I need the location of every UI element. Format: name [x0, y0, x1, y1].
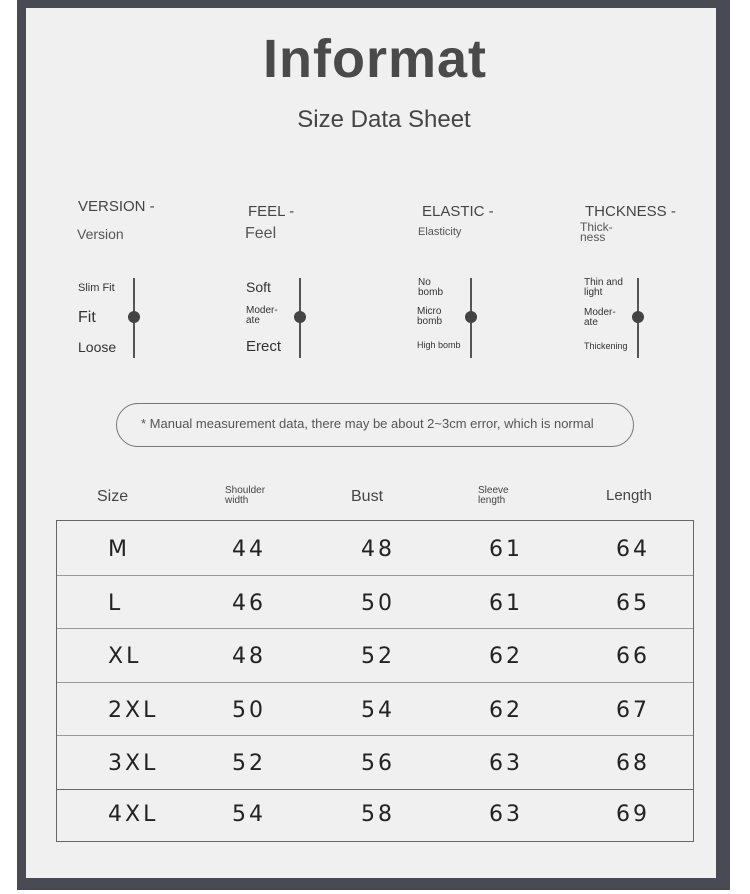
cell-sleeve: 62: [489, 697, 523, 723]
attr-version-scale-top: Slim Fit: [78, 282, 115, 294]
cell-shoulder: 50: [232, 697, 266, 723]
cell-bust: 48: [361, 537, 395, 562]
table-row: [57, 735, 693, 790]
attr-feel-scale-bottom: Erect: [246, 338, 282, 355]
attr-feel-scale-mid: Moder- ate: [246, 305, 278, 326]
attr-elastic-sub: Elasticity: [418, 226, 462, 238]
cell-size: L: [108, 590, 124, 616]
page-subtitle: Size Data Sheet: [297, 106, 471, 133]
cell-bust: 54: [361, 697, 395, 723]
col-header-size: Size: [97, 488, 129, 505]
attr-elastic-scale-top: No bomb: [418, 277, 444, 298]
col-header-sleeve: Sleeve length: [478, 485, 509, 506]
cell-size: M: [108, 537, 130, 562]
table-row: [57, 789, 693, 844]
measurement-note: [116, 403, 634, 447]
table-row: [57, 682, 693, 737]
attr-elastic-scale-bottom: High bomb: [417, 340, 461, 350]
cell-bust: 50: [361, 590, 395, 616]
attr-elastic-heading: ELASTIC -: [422, 203, 494, 220]
attr-feel-scale-top: Soft: [246, 279, 271, 295]
cell-length: 68: [616, 751, 650, 776]
attr-version-scale-bottom: Loose: [78, 339, 117, 355]
cell-sleeve: 63: [489, 751, 523, 776]
attr-version-scale-mid: Fit: [78, 309, 96, 326]
table-row: [57, 521, 693, 576]
col-header-shoulder: Shoulder width: [225, 485, 266, 506]
cell-size: 3XL: [108, 751, 159, 776]
page-title: Informat: [263, 29, 487, 89]
attr-feel-sub: Feel: [245, 225, 277, 242]
cell-shoulder: 54: [232, 802, 266, 827]
attr-thickness-scale-bottom: Thickening: [584, 341, 628, 351]
cell-shoulder: 52: [232, 751, 266, 776]
cell-length: 69: [616, 802, 650, 827]
cell-size: 4XL: [108, 802, 159, 827]
attr-elastic-indicator: [465, 311, 477, 323]
col-header-bust: Bust: [351, 488, 384, 505]
attr-thickness-indicator: [632, 311, 644, 323]
attr-version-sub: Version: [77, 226, 124, 242]
attr-version-indicator: [128, 311, 140, 323]
cell-bust: 58: [361, 802, 395, 827]
attr-thickness-scale-top: Thin and light: [584, 277, 623, 298]
measurement-note-text: * Manual measurement data, there may be about 2~3cm error, which is normal: [141, 416, 594, 431]
table-row: [57, 575, 693, 630]
attr-thickness-scale-mid: Moder- ate: [584, 307, 616, 328]
table-row: [57, 628, 693, 683]
cell-length: 67: [616, 697, 650, 723]
cell-shoulder: 44: [232, 537, 266, 562]
attr-version-heading: VERSION -: [78, 198, 155, 215]
cell-sleeve: 61: [489, 537, 523, 562]
cell-size: 2XL: [108, 697, 159, 723]
cell-length: 66: [616, 644, 650, 669]
cell-sleeve: 63: [489, 802, 523, 827]
cell-bust: 56: [361, 751, 395, 776]
attr-elastic-scale-mid: Micro bomb: [417, 306, 443, 327]
cell-sleeve: 61: [489, 590, 523, 616]
cell-shoulder: 46: [232, 590, 266, 616]
cell-bust: 52: [361, 644, 395, 669]
attr-thickness-heading: THCKNESS -: [585, 203, 676, 220]
size-table: [56, 520, 694, 842]
cell-length: 64: [616, 537, 650, 562]
cell-size: XL: [108, 644, 142, 669]
col-header-length: Length: [606, 487, 652, 504]
cell-length: 65: [616, 590, 650, 616]
attr-thickness-sub: Thick- ness: [580, 220, 613, 245]
attr-feel-indicator: [294, 311, 306, 323]
attr-feel-heading: FEEL -: [248, 203, 295, 220]
cell-sleeve: 62: [489, 644, 523, 669]
cell-shoulder: 48: [232, 644, 266, 669]
